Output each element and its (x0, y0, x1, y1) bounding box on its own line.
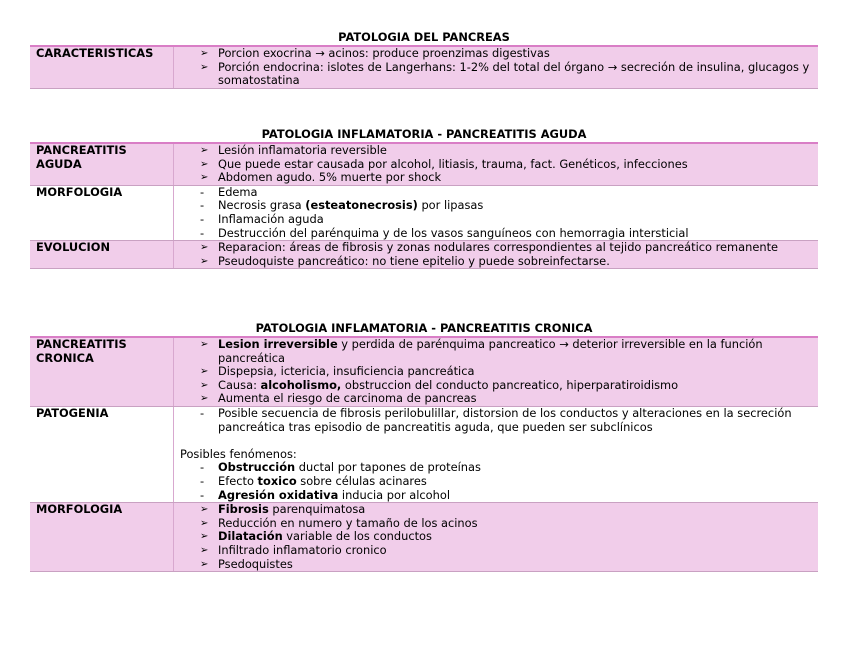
row-content (174, 143, 819, 185)
arrow-bullet-icon: ➢ (200, 531, 209, 543)
arrow-bullet-icon: ➢ (200, 242, 209, 254)
row-content (174, 337, 819, 406)
list-item: ➢ Abdomen agudo. 5% muerte por shock (200, 170, 442, 185)
list-item: - Agresión oxidativa inducia por alcohol (200, 487, 450, 502)
table-row (30, 406, 818, 502)
arrow-bullet-icon: ➢ (200, 172, 209, 184)
table-row (30, 337, 818, 406)
list-item: ➢ Reducción en numero y tamaño de los acinos (200, 515, 478, 530)
characteristics-table (30, 45, 818, 89)
dash-bullet-icon: - (200, 184, 205, 199)
list-item: ➢ Aumenta el riesgo de carcinoma de pancreas (200, 391, 477, 406)
row-content (174, 503, 819, 572)
table-row (30, 503, 818, 572)
section-pancreatitis-aguda (30, 127, 818, 269)
list-item: ➢ Que puede estar causada por alcohol, litiasis, trauma, fact. Genéticos, infecciones (200, 156, 688, 171)
dash-bullet-icon: - (200, 473, 205, 488)
row-content (174, 46, 819, 88)
list-item: ➢ Porcion exocrina → acinos: produce proenzimas digestivas (200, 46, 550, 60)
list-item: - Necrosis grasa (esteatonecrosis) por lipasas (200, 198, 484, 213)
list-item: - Efecto toxico sobre células acinares (200, 473, 427, 488)
spacer (180, 434, 814, 448)
list-item: - Edema (200, 184, 258, 199)
dash-bullet-icon: - (200, 225, 205, 240)
row-label: MORFOLOGIA (30, 185, 174, 240)
dash-bullet-icon: - (200, 211, 205, 226)
table-row (30, 143, 818, 185)
list-item: - Destrucción del parénquima y de los vasos sanguíneos con hemorragia intersticial (200, 225, 689, 240)
dash-bullet-icon: - (200, 460, 205, 475)
arrow-bullet-icon: ➢ (200, 339, 209, 350)
arrow-bullet-icon: ➢ (200, 379, 209, 391)
arrow-bullet-icon: ➢ (200, 393, 209, 405)
list-item: - Posible secuencia de fibrosis perilobulillar, distorsion de los conductos y alteraciones en la secreción pancreática tras episodio de pancreatitis aguda, que pueden ser subclínicos (200, 405, 792, 434)
section-pancreatitis-cronica (30, 321, 818, 572)
list-item: ➢ Lesion irreversible y perdida de parénquima pancreatico → deterior irreversible en la función pancreática (200, 337, 763, 365)
list-item: ➢ Psedoquistes (200, 556, 293, 571)
row-label: CARACTERISTICAS (30, 46, 174, 88)
arrow-bullet-icon: ➢ (200, 366, 209, 378)
arrow-bullet-icon: ➢ (200, 48, 209, 59)
arrow-bullet-icon: ➢ (200, 558, 209, 570)
arrow-bullet-icon: ➢ (200, 255, 209, 267)
arrow-bullet-icon: ➢ (200, 504, 209, 516)
right-arrow-icon: → (559, 337, 569, 351)
list-item: ➢ Dispepsia, ictericia, insuficiencia pancreática (200, 364, 475, 379)
arrow-bullet-icon: ➢ (200, 544, 209, 556)
pancreatitis-aguda-table (30, 142, 818, 269)
table-row (30, 241, 818, 269)
list-item: ➢ Pseudoquiste pancreático: no tiene epitelio y puede sobreinfectarse. (200, 253, 610, 268)
row-label: MORFOLOGIA (30, 503, 174, 572)
dash-bullet-icon: - (200, 487, 205, 502)
arrow-bullet-icon: ➢ (200, 145, 209, 156)
row-content (174, 406, 819, 502)
list-item: ➢ Porción endocrina: islotes de Langerhans: 1-2% del total del órgano → secreción de insulina, glucagos y somatostatina (200, 59, 810, 88)
arrow-bullet-icon: ➢ (200, 61, 209, 73)
pancreatitis-cronica-table (30, 336, 818, 572)
row-content (174, 241, 819, 269)
row-label: PANCREATITIS AGUDA (30, 143, 174, 185)
table-row (30, 46, 818, 88)
sub-heading: Posibles fenómenos: (180, 446, 297, 461)
section-title: PATOLOGIA INFLAMATORIA - PANCREATITIS CRONICA (255, 321, 593, 335)
list-item: ➢ Causa: alcoholismo, obstruccion del conducto pancreatico, hiperparatiroidismo (200, 377, 679, 392)
dash-bullet-icon: - (200, 198, 205, 213)
arrow-bullet-icon: ➢ (200, 517, 209, 529)
row-content (174, 185, 819, 240)
row-label: PANCREATITIS CRONICA (30, 337, 174, 406)
row-label: EVOLUCION (30, 241, 174, 269)
section-title: PATOLOGIA INFLAMATORIA - PANCREATITIS AGUDA (261, 127, 587, 141)
list-item: ➢ Lesión inflamatoria reversible (200, 143, 387, 157)
list-item: - Inflamación aguda (200, 211, 324, 226)
section-patologia-pancreas (30, 30, 818, 89)
table-row (30, 185, 818, 240)
list-item: ➢ Reparacion: áreas de fibrosis y zonas nodulares correspondientes al tejido pancreático remanente (200, 240, 779, 255)
right-arrow-icon: → (315, 46, 325, 60)
list-item: ➢ Infiltrado inflamatorio cronico (200, 542, 387, 557)
dash-bullet-icon: - (200, 405, 205, 420)
section-title: PATOLOGIA DEL PANCREAS (338, 30, 510, 44)
list-item: - Obstrucción ductal por tapones de proteínas (200, 460, 481, 475)
list-item: ➢ Dilatación variable de los conductos (200, 529, 432, 544)
right-arrow-icon: → (607, 59, 618, 74)
list-item: ➢ Fibrosis parenquimatosa (200, 502, 366, 517)
arrow-bullet-icon: ➢ (200, 158, 209, 170)
row-label: PATOGENIA (30, 406, 174, 502)
